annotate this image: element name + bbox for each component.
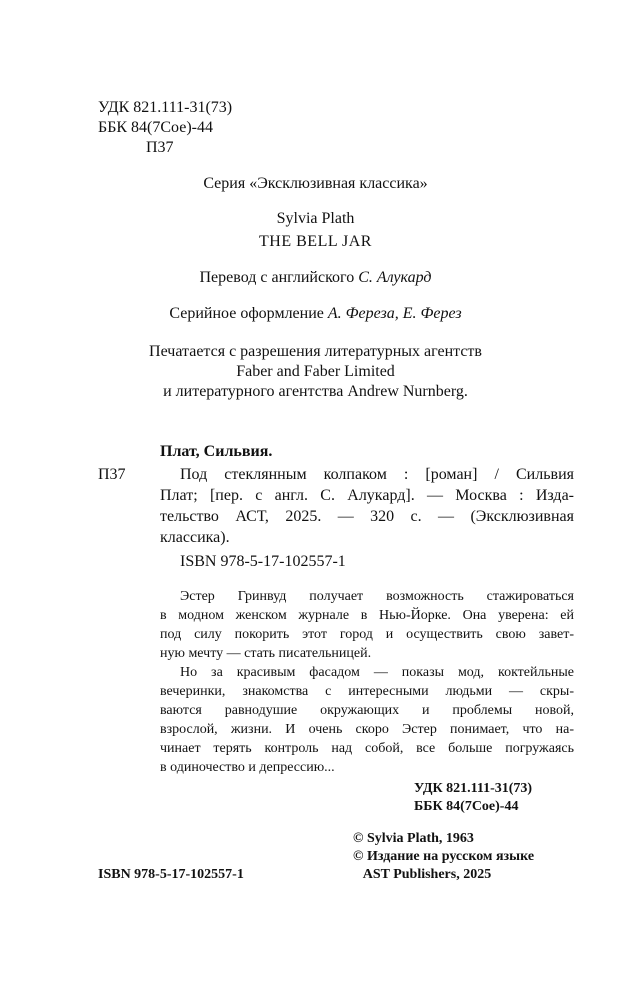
- udk-code: УДК 821.111-31(73): [98, 99, 233, 116]
- annotation-line-8: взрослой, жизни. И очень скоро Эстер понимает, что на-: [160, 722, 574, 737]
- catalog-heading: Плат, Сильвия.: [160, 443, 273, 460]
- permission-line-2: Faber and Faber Limited: [236, 363, 395, 380]
- annotation-line-3: под силу покорить этот город и осуществить свою завет-: [160, 627, 574, 642]
- copyright-line-1: © Sylvia Plath, 1963: [353, 831, 474, 846]
- author-mark: П37: [146, 139, 174, 156]
- catalog-line-3: тельство АСТ, 2025. — 320 с. — (Эксклюзивная: [160, 508, 574, 525]
- annotation-line-2: в модном женском журнале в Нью-Йорке. Она уверена: ей: [160, 608, 574, 623]
- permission-line-3: и литературного агентства Andrew Nurnberg.: [163, 383, 468, 400]
- permission-line-1: Печатается с разрешения литературных агентств: [149, 343, 482, 360]
- copyright-line-3: AST Publishers, 2025: [353, 867, 492, 882]
- udk-code-bottom: УДК 821.111-31(73): [414, 781, 533, 796]
- design-credit: [0, 304, 631, 324]
- designer-names: А. Фереза, Е. Ферез: [327, 305, 462, 322]
- bbk-code: ББК 84(7Сое)-44: [98, 119, 213, 136]
- isbn-bottom: ISBN 978-5-17-102557-1: [98, 867, 244, 882]
- translator-name: С. Алукард: [358, 269, 432, 286]
- annotation-line-10: в одиночество и депрессию...: [160, 760, 335, 775]
- catalog-isbn: ISBN 978-5-17-102557-1: [180, 553, 346, 570]
- catalog-line-2: Плат; [пер. с англ. С. Алукард]. — Москва : Изда-: [160, 487, 574, 504]
- catalog-line-1: Под стеклянным колпаком : [роман] / Сильвия: [180, 466, 574, 483]
- catalog-line-4: классика).: [160, 529, 230, 546]
- annotation-line-1: Эстер Гринвуд получает возможность стажироваться: [180, 589, 574, 604]
- translation-prefix: Перевод с английского: [199, 269, 359, 286]
- original-author: Sylvia Plath: [276, 210, 355, 227]
- copyright-line-2: © Издание на русском языке: [353, 849, 535, 864]
- annotation-line-4: ную мечту — стать писательницей.: [160, 646, 372, 661]
- bbk-code-bottom: ББК 84(7Сое)-44: [414, 799, 519, 814]
- annotation-line-9: чинает терять контроль над собой, все больше погружаясь: [160, 741, 574, 756]
- design-prefix: Серийное оформление: [169, 305, 328, 322]
- annotation-line-7: ваются равнодушие окружающих и проблемы новой,: [160, 703, 574, 718]
- translation-credit: [0, 268, 631, 288]
- series-title: Серия «Эксклюзивная классика»: [203, 175, 428, 192]
- annotation-line-5: Но за красивым фасадом — показы мод, коктейльные: [180, 665, 574, 680]
- catalog-mark: П37: [98, 466, 126, 483]
- original-title: THE BELL JAR: [259, 233, 372, 250]
- annotation-line-6: вечеринки, знакомства с интересными людьми — скры-: [160, 684, 574, 699]
